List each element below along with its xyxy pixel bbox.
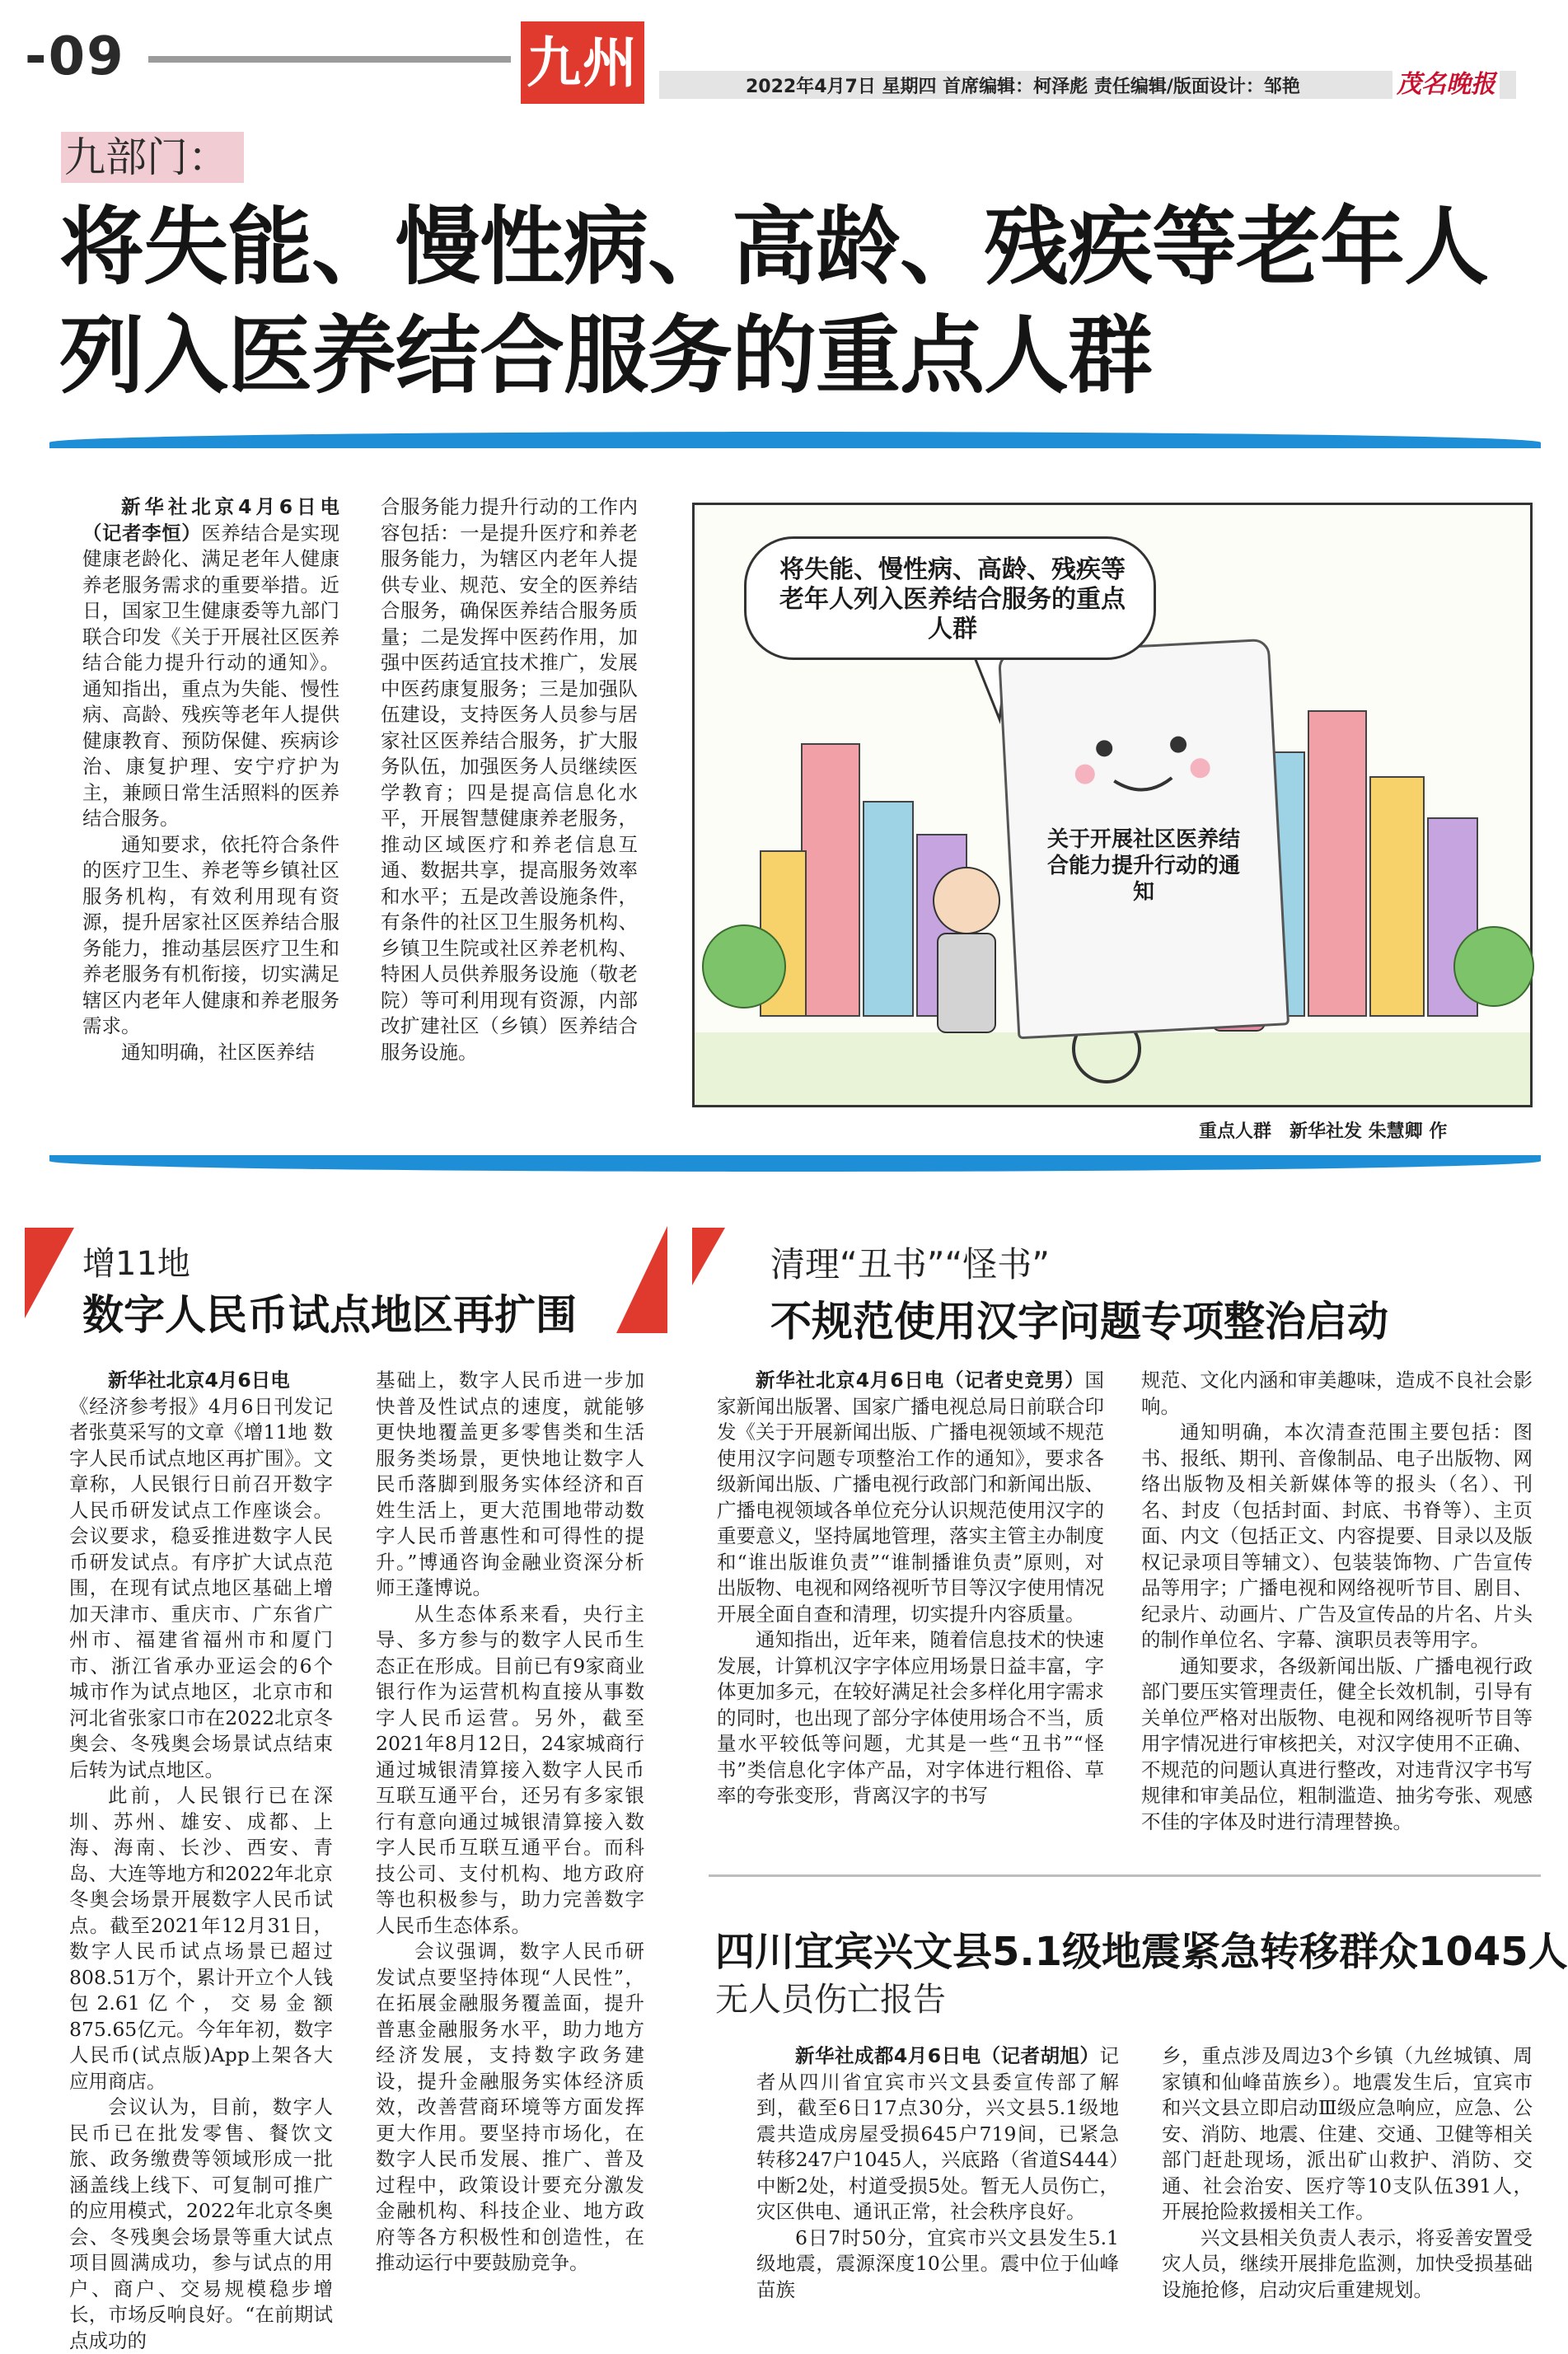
story4-paragraph: 兴文县相关负责人表示，将妥善安置受灾人员，继续开展排危监测，加快受损基础设施抢修，启动灾后重建规划。 <box>1162 2225 1533 2301</box>
story1-headline <box>59 193 1542 410</box>
blue-swoosh-top <box>49 432 1541 453</box>
story3-headline: 不规范使用汉字问题专项整治启动 <box>770 1298 1388 1345</box>
story1-headline-line1: 将失能、慢性病、高龄、残疾等老年人 <box>59 198 1488 297</box>
bubble-text: 将失能、慢性病、高龄、残疾等老年人列入医养结合服务的重点人群 <box>779 555 1126 643</box>
paper-logo: 茂名晚报 <box>1392 64 1500 105</box>
story2-kicker: 增11地 <box>82 1245 190 1283</box>
story3-dateline: 新华社北京4月6日电（记者史竞男） <box>756 1369 1085 1392</box>
masthead <box>0 0 1568 115</box>
story4-column-1 <box>756 2043 1119 2303</box>
story1-kicker: 九部门： <box>61 132 244 183</box>
story3-kicker: 清理“丑书”“怪书” <box>770 1244 1051 1285</box>
notice-text: 关于开展社区医养结合能力提升行动的通知 <box>1046 827 1240 905</box>
story4-dateline: 新华社成都4月6日电（记者胡旭） <box>795 2044 1100 2067</box>
story2-column-2 <box>376 1368 644 2277</box>
issue-info: 2022年4月7日 星期四 首席编辑：柯泽彪 责任编辑/版面设计：邹艳 <box>746 77 1300 97</box>
story2-paragraph: 《经济参考报》4月6日刊发记者张莫采写的文章《增11地 数字人民币试点地区再扩围》。文章称，人民银行日前召开数字人民币研发试点工作座谈会。会议要求，稳妥推进数字人民币研发试点。有序扩大试点范围，在现有试点地区基础上增加天津市、重庆市、广东省广州市、福建省福州市和厦门市、浙江省承办亚运会的6个城市作为试点地区，北京市和河北省张家口市在2022北京冬奥会、冬残奥会场景试点结束后转为试点地区。 <box>69 1394 333 1781</box>
story2-headline: 数字人民币试点地区再扩围 <box>82 1291 577 1339</box>
page-number: -09 <box>25 26 125 87</box>
story2-paragraph: 会议认为，目前，数字人民币已在批发零售、餐饮文旅、政务缴费等领域形成一批涵盖线上线下、可复制可推广的应用模式，2022年北京冬奥会、冬残奥会场景等重大试点项目圆满成功，参与试点的用户、商户、交易规模稳步增长，市场反响良好。“在前期试点成功的 <box>69 2095 333 2352</box>
story1-paragraph: 医养结合是实现健康老龄化、满足老年人健康养老服务需求的重要举措。近日，国家卫生健康委等九部门联合印发《关于开展社区医养结合能力提升行动的通知》。通知指出，重点为失能、慢性病、高龄、残疾等老年人提供健康教育、预防保健、疾病诊治、康复护理、安宁疗护为主，兼顾日常生活照料的医养结合服务。 <box>82 521 339 830</box>
story3-paragraph: 通知要求，各级新闻出版、广播电视行政部门要压实管理责任，健全长效机制，引导有关单位严格对出版物、电视和网络视听节目等用字情况进行审核把关，对汉字使用不正确、不规范的问题认真进行整改，对违背汉字书写规律和审美品位，粗制滥造、抽劣夸张、观感不佳的字体及时进行清理替换。 <box>1141 1654 1533 1833</box>
story2-paragraph: 会议强调，数字人民币研发试点要坚持体现“人民性”，在拓展金融服务覆盖面，提升普惠金融服务水平，助力地方经济发展，支持数字政务建设，提升金融服务实体经济质效，改善营商环境等方面发挥更大作用。要坚持市场化，在数字人民币发展、推广、普及过程中，政策设计要充分激发金融机构、科技企业、地方政府等各方积极性和创造性，在推动运行中要鼓励竞争。 <box>376 1940 644 2274</box>
story4-paragraph: 乡，重点涉及周边3个乡镇（九丝城镇、周家镇和仙峰苗族乡）。地震发生后，宜宾市和兴文县立即启动Ⅲ级应急响应，应急、公安、消防、地震、住建、交通、卫健等相关部门赶赴现场，派出矿山救护、消防、交通、社会治安、医疗等10支队伍391人，开展抢险救援相关工作。 <box>1162 2044 1533 2223</box>
story4-paragraph: 记者从四川省宜宾市兴文县委宣传部了解到，截至6日17点30分，兴文县5.1级地震共造成房屋受损645户719间，已紧急转移247户1045人，兴底路（省道S444）中断2处，村道受损5处。暂无人员伤亡，灾区供电、通讯正常，社会秩序良好。 <box>756 2044 1119 2223</box>
story1-paragraph: 合服务能力提升行动的工作内容包括：一是提升医疗和养老服务能力，为辖区内老年人提供专业、规范、安全的医养结合服务，确保医养结合服务质量；二是发挥中医药作用，加强中医药适宜技术推广，发展中医药康复服务；三是加强队伍建设，支持医务人员参与居家社区医养结合服务，扩大服务队伍，加强医务人员继续医学教育；四是提高信息化水平，开展智慧健康养老服务，推动区域医疗和养老信息互通、数据共享，提高服务效率和水平；五是改善设施条件，有条件的社区卫生服务机构、乡镇卫生院或社区养老机构、特困人员供养服务设施（敬老院）等可利用现有资源，内部改扩建社区（乡镇）医养结合服务设施。 <box>381 495 638 1064</box>
story4-subhead: 无人员伤亡报告 <box>715 1981 946 2019</box>
story3-paragraph: 国家新闻出版署、国家广播电视总局日前联合印发《关于开展新闻出版、广播电视领域不规范使用汉字问题专项整治工作的通知》，要求各级新闻出版、广播电视行政部门和新闻出版、广播电视领域各单位充分认识规范使用汉字的重要意义，坚持属地管理，落实主管主办制度和“谁出版谁负责”“谁制播谁负责”原则，对出版物、电视和网络视听节目等汉字使用情况开展全面自查和清理，切实提升内容质量。 <box>717 1369 1104 1626</box>
story1-headline-line2: 列入医养结合服务的重点人群 <box>59 307 1152 405</box>
story2-dateline: 新华社北京4月6日电 <box>108 1369 290 1392</box>
story1-dateline: 新华社北京4月6日电（记者李恒） <box>82 495 339 545</box>
section-name: 九州 <box>521 21 644 104</box>
cartoon-illustration <box>692 503 1533 1107</box>
red-corner-accent <box>616 1226 667 1333</box>
masthead-rule <box>148 56 511 63</box>
notice-face <box>1000 641 1280 820</box>
red-corner-accent <box>25 1228 74 1318</box>
story3-paragraph: 规范、文化内涵和审美趣味，造成不良社会影响。 <box>1141 1369 1533 1418</box>
story1-column-2 <box>381 494 638 1065</box>
story4-headline: 四川宜宾兴文县5.1级地震紧急转移群众1045人 <box>715 1929 1568 1975</box>
story2-paragraph: 从生态体系来看，央行主导、多方参与的数字人民币生态正在形成。目前已有9家商业银行作为运营机构直接从事数字人民币运营。另外，截至2021年8月12日，24家城商行通过城银清算接入数字人民币互联互通平台，还另有多家银行有意向通过城银清算接入数字人民币互联互通平台。而科技公司、支付机构、地方政府等也积极参与，助力完善数字人民币生态体系。 <box>376 1602 644 1937</box>
section-divider <box>709 1874 1541 1877</box>
story1-paragraph: 通知要求，依托符合条件的医疗卫生、养老等乡镇社区服务机构，有效利用现有资源，提升居家社区医养结合服务能力，推动基层医疗卫生和养老服务有机衔接，切实满足辖区内老年人健康和养老服务需求。 <box>82 832 339 1037</box>
story1-column-1 <box>82 494 339 1065</box>
story2-paragraph: 基础上，数字人民币进一步加快普及性试点的速度，就能够更快地覆盖更多零售类和生活服务类场景，更快地让数字人民币落脚到服务实体经济和百姓生活上，更大范围地带动数字人民币普惠性和可得性的提升。”博通咨询金融业资深分析师王蓬博说。 <box>376 1369 644 1599</box>
story1-paragraph: 通知明确，社区医养结 <box>121 1040 315 1064</box>
blue-swoosh-bottom <box>49 1150 1541 1172</box>
story4-column-2 <box>1162 2043 1533 2303</box>
story2-paragraph: 此前，人民银行已在深圳、苏州、雄安、成都、上海、海南、长沙、西安、青岛、大连等地方和2022年北京冬奥会场景开展数字人民币试点。截至2021年12月31日，数字人民币试点场景已超过808.51万个，累计开立个人钱包2.61亿个，交易金额875.65亿元。今年年初，数字人民币(试点版)App上架各大应用商店。 <box>69 1784 333 2093</box>
story2-column-1 <box>69 1368 333 2354</box>
story3-column-1 <box>717 1368 1104 1809</box>
speech-bubble <box>744 536 1156 660</box>
story3-paragraph: 通知明确，本次清查范围主要包括：图书、报纸、期刊、音像制品、电子出版物、网络出版物及相关新媒体等的报头（名）、刊名、封皮（包括封面、封底、书脊等）、主页面、内文（包括正文、内容提要、目录以及版权记录项目等辅文）、包装装饰物、广告宣传品等用字；广播电视和网络视听节目、剧目、纪录片、动画片、广告及宣传品的片名、片头的制作单位名、字幕、演职员表等用字。 <box>1141 1420 1533 1651</box>
cartoon-credit: 重点人群 新华社发 朱慧卿 作 <box>1199 1121 1448 1142</box>
story3-paragraph: 通知指出，近年来，随着信息技术的快速发展，计算机汉字字体应用场景日益丰富，字体更加多元，在较好满足社会多样化用字需求的同时，也出现了部分字体使用场合不当，质量水平较低等问题，尤其是一些“丑书”“怪书”类信息化字体产品，对字体进行粗俗、草率的夸张变形，背离汉字的书写 <box>717 1628 1104 1807</box>
story4-paragraph: 6日7时50分，宜宾市兴文县发生5.1级地震，震源深度10公里。震中位于仙峰苗族 <box>756 2225 1119 2301</box>
story3-column-2 <box>1141 1368 1533 1835</box>
red-corner-accent <box>692 1228 725 1285</box>
